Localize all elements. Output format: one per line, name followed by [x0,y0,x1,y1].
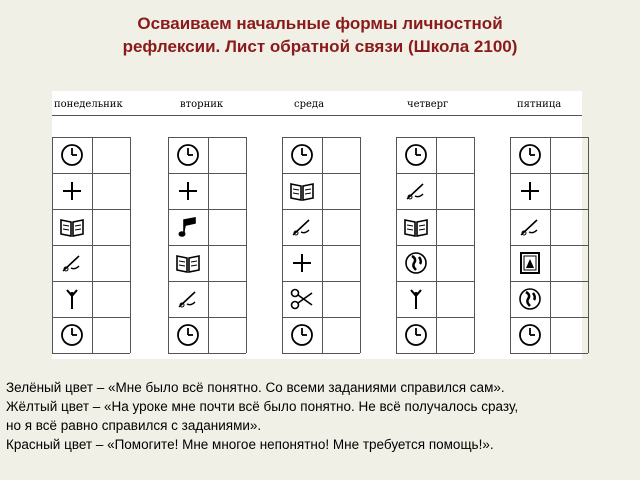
grid-row-line [52,137,130,138]
clock-icon [57,319,87,351]
grid-row-line [510,173,588,174]
day-label-tuesday: вторник [180,99,224,110]
grid-row-line [168,281,246,282]
grid-row-line [510,353,588,354]
clock-icon [515,139,545,171]
title-line-2: рефлексии. Лист обратной связи (Школа 2100) [122,37,518,56]
picture-icon [515,247,545,279]
clock-icon [57,139,87,171]
grid-row-line [510,209,588,210]
clock-icon [287,139,317,171]
plus-icon [515,175,545,207]
plus-icon [173,175,203,207]
scissors-icon [287,283,317,315]
header-rule [52,115,582,116]
grid-row-line [52,209,130,210]
grid-col-line [474,137,475,353]
grid-row-line [168,317,246,318]
day-label-monday: понедельник [54,99,123,110]
legend-green: Зелёный цвет – «Мне было всё понятно. Со всеми заданиями справился сам». [6,380,505,395]
grid-row-line [52,245,130,246]
legend-yellow-1: Жёлтый цвет – «На уроке мне почти всё было понятно. Не всё получалось сразу, [6,399,519,414]
grid-col-line [92,137,93,353]
globe-icon [401,247,431,279]
pen-icon [515,211,545,243]
grid-col-line [396,137,397,353]
grid-row-line [52,317,130,318]
grid-row-line [168,209,246,210]
grid-col-line [322,137,323,353]
grid-row-line [52,353,130,354]
compass-icon [57,283,87,315]
grid-row-line [510,137,588,138]
grid-row-line [52,281,130,282]
grid-row-line [396,173,474,174]
grid-col-line [282,137,283,353]
grid-row-line [282,317,360,318]
compass-icon [401,283,431,315]
grid-row-line [168,137,246,138]
grid-row-line [396,317,474,318]
pen-icon [173,283,203,315]
grid-row-line [168,353,246,354]
grid-col-line [130,137,131,353]
grid-row-line [396,137,474,138]
grid-row-line [168,245,246,246]
grid-row-line [282,209,360,210]
grid-row-line [396,209,474,210]
grid-row-line [396,281,474,282]
legend-yellow-2: но я всё равно справился с заданиями». [6,418,262,433]
clock-icon [401,319,431,351]
book-icon [401,211,431,243]
grid-col-line [168,137,169,353]
grid-col-line [588,137,589,353]
book-icon [57,211,87,243]
day-label-wednesday: среда [294,99,325,110]
grid-col-line [246,137,247,353]
pen-icon [401,175,431,207]
pen-icon [57,247,87,279]
grid-row-line [510,281,588,282]
clock-icon [515,319,545,351]
book-icon [287,175,317,207]
grid-row-line [510,245,588,246]
grid-col-line [510,137,511,353]
pen-icon [287,211,317,243]
grid-row-line [282,173,360,174]
plus-icon [57,175,87,207]
color-legend [6,378,634,454]
grid-row-line [52,173,130,174]
clock-icon [287,319,317,351]
day-label-thursday: четверг [407,99,449,110]
grid-row-line [282,245,360,246]
grid-row-line [510,317,588,318]
feedback-sheet [52,91,582,359]
grid-col-line [550,137,551,353]
book-icon [173,247,203,279]
legend-red: Красный цвет – «Помогите! Мне многое непонятно! Мне требуется помощь!». [6,437,494,452]
grid-row-line [396,245,474,246]
title-line-1: Осваиваем начальные формы личностной [137,14,503,33]
clock-icon [173,139,203,171]
grid-row-line [282,281,360,282]
grid-row-line [282,353,360,354]
grid-col-line [208,137,209,353]
globe-icon [515,283,545,315]
clock-icon [401,139,431,171]
grid-row-line [282,137,360,138]
grid-col-line [436,137,437,353]
grid-col-line [52,137,53,353]
day-label-friday: пятница [517,99,562,110]
grid-row-line [396,353,474,354]
plus-icon [287,247,317,279]
music-icon [173,211,203,243]
page-title [0,12,640,58]
clock-icon [173,319,203,351]
grid-col-line [360,137,361,353]
grid-row-line [168,173,246,174]
